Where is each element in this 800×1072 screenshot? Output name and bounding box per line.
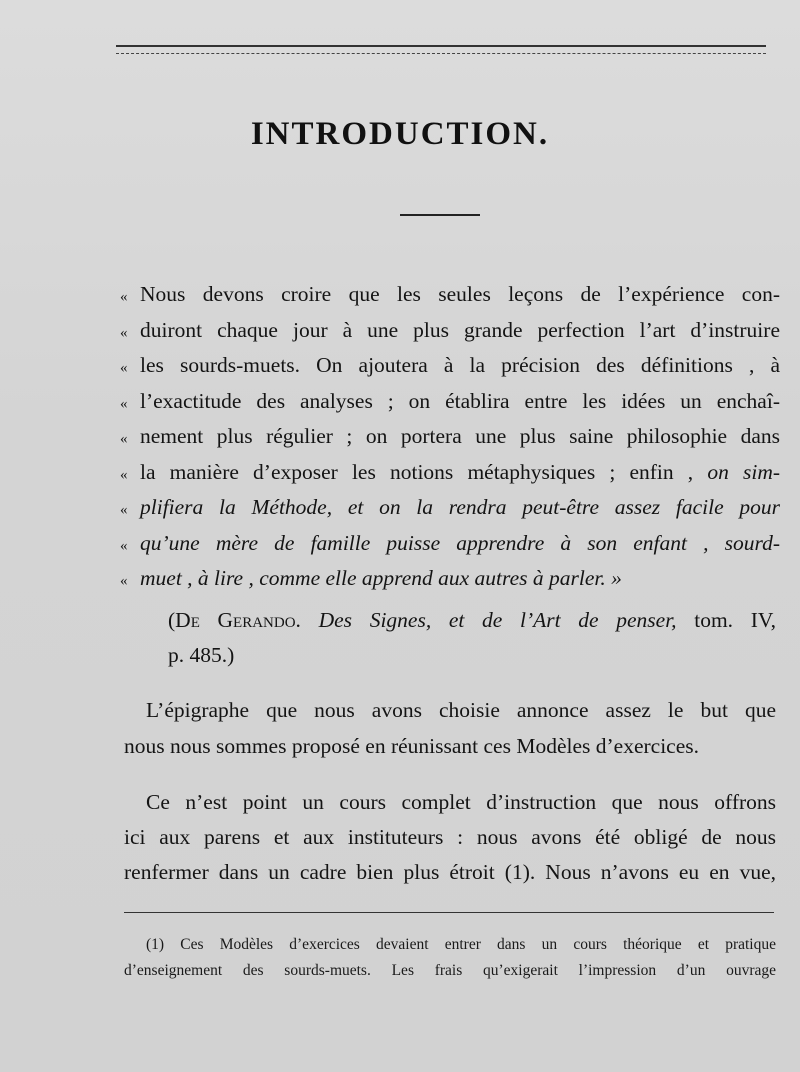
epigraph-line [120, 490, 780, 526]
footnote-line: (1) Ces Modèles d’exercices devaient entrer dans un cours théorique et pratique [146, 936, 776, 953]
epigraph-line [120, 455, 780, 491]
bleed-through-texture [90, 78, 790, 113]
citation-paren: ( [168, 608, 176, 632]
citation-page: p. 485.) [168, 643, 235, 667]
epigraph-text: duiront chaque jour à une plus grande perfection l’art d’instruire [140, 317, 780, 342]
epigraph-italic: plifiera la Méthode [140, 495, 327, 519]
title-underline [400, 214, 480, 216]
paragraph-line: Ce n’est point un cours complet d’instruction que nous offrons [146, 790, 776, 814]
citation-line [168, 603, 776, 638]
epigraph-text: l’exactitude des analyses ; on établira entre les idées un enchaî- [140, 388, 780, 413]
quote-mark: « [120, 466, 128, 483]
paragraph-2-cont [124, 820, 776, 890]
epigraph-italic: muet , à lire , comme elle apprend aux autres à parler. » [140, 566, 622, 590]
citation-tome: tom. IV, [694, 608, 777, 632]
paragraph-1 [146, 693, 776, 728]
epigraph [120, 277, 780, 597]
paragraph-1-cont [124, 729, 776, 764]
epigraph-line [120, 348, 780, 384]
citation-line [168, 638, 800, 673]
page-title: INTRODUCTION. [250, 116, 550, 152]
epigraph-text: les sourds-muets. On ajoutera à la précision des définitions , à [140, 353, 780, 377]
citation-work: Des Signes, et de l’Art de penser, [318, 608, 677, 632]
paragraph-line: L’épigraphe que nous avons choisie annonce assez le but que [146, 698, 776, 722]
epigraph-line [120, 561, 780, 597]
quote-mark: « [120, 537, 128, 554]
header-rule [116, 45, 766, 54]
quote-mark: « [120, 573, 128, 589]
epigraph-text: nement plus régulier ; on portera une plus saine philosophie dans [140, 424, 780, 448]
epigraph-line [120, 526, 780, 562]
epigraph-italic: qu’une mère de famille puisse apprendre à son enfant , sourd- [140, 530, 780, 555]
citation-author: De Gerando. [175, 608, 301, 632]
quote-mark: « [120, 502, 128, 518]
quote-mark: « [120, 289, 128, 305]
epigraph-line [120, 313, 780, 349]
epigraph-italic: , et on la rendra peut-être assez facile pour [326, 495, 780, 519]
epigraph-line [120, 419, 780, 455]
citation [168, 603, 776, 638]
paragraph-line: renfermer dans un cadre bien plus étroit (1). Nous n’avons eu en vue, [124, 860, 776, 884]
quote-mark: « [120, 324, 128, 341]
citation-page-line [168, 638, 800, 673]
footnote-cont [124, 958, 776, 984]
epigraph-italic: on sim- [707, 459, 781, 484]
epigraph-text: la manière d’exposer les notions métaphysiques ; enfin , [140, 459, 694, 484]
paragraph-line: nous nous sommes proposé en réunissant ces Modèles d’exercices. [124, 734, 699, 758]
paragraph-line: ici aux parens et aux instituteurs : nous avons été obligé de nous [124, 825, 776, 849]
footnote-line: d’enseignement des sourds-muets. Les frais qu’exigerait l’impression d’un ouvrage [124, 962, 776, 979]
epigraph-line [120, 384, 780, 420]
footnote [146, 932, 776, 958]
quote-mark: « [120, 431, 128, 447]
paragraph-2 [146, 785, 776, 820]
epigraph-line [120, 277, 780, 313]
quote-mark: « [120, 360, 128, 376]
footnote-rule [124, 912, 774, 913]
epigraph-text: Nous devons croire que les seules leçons de l’expérience con- [140, 282, 780, 306]
quote-mark: « [120, 395, 128, 412]
